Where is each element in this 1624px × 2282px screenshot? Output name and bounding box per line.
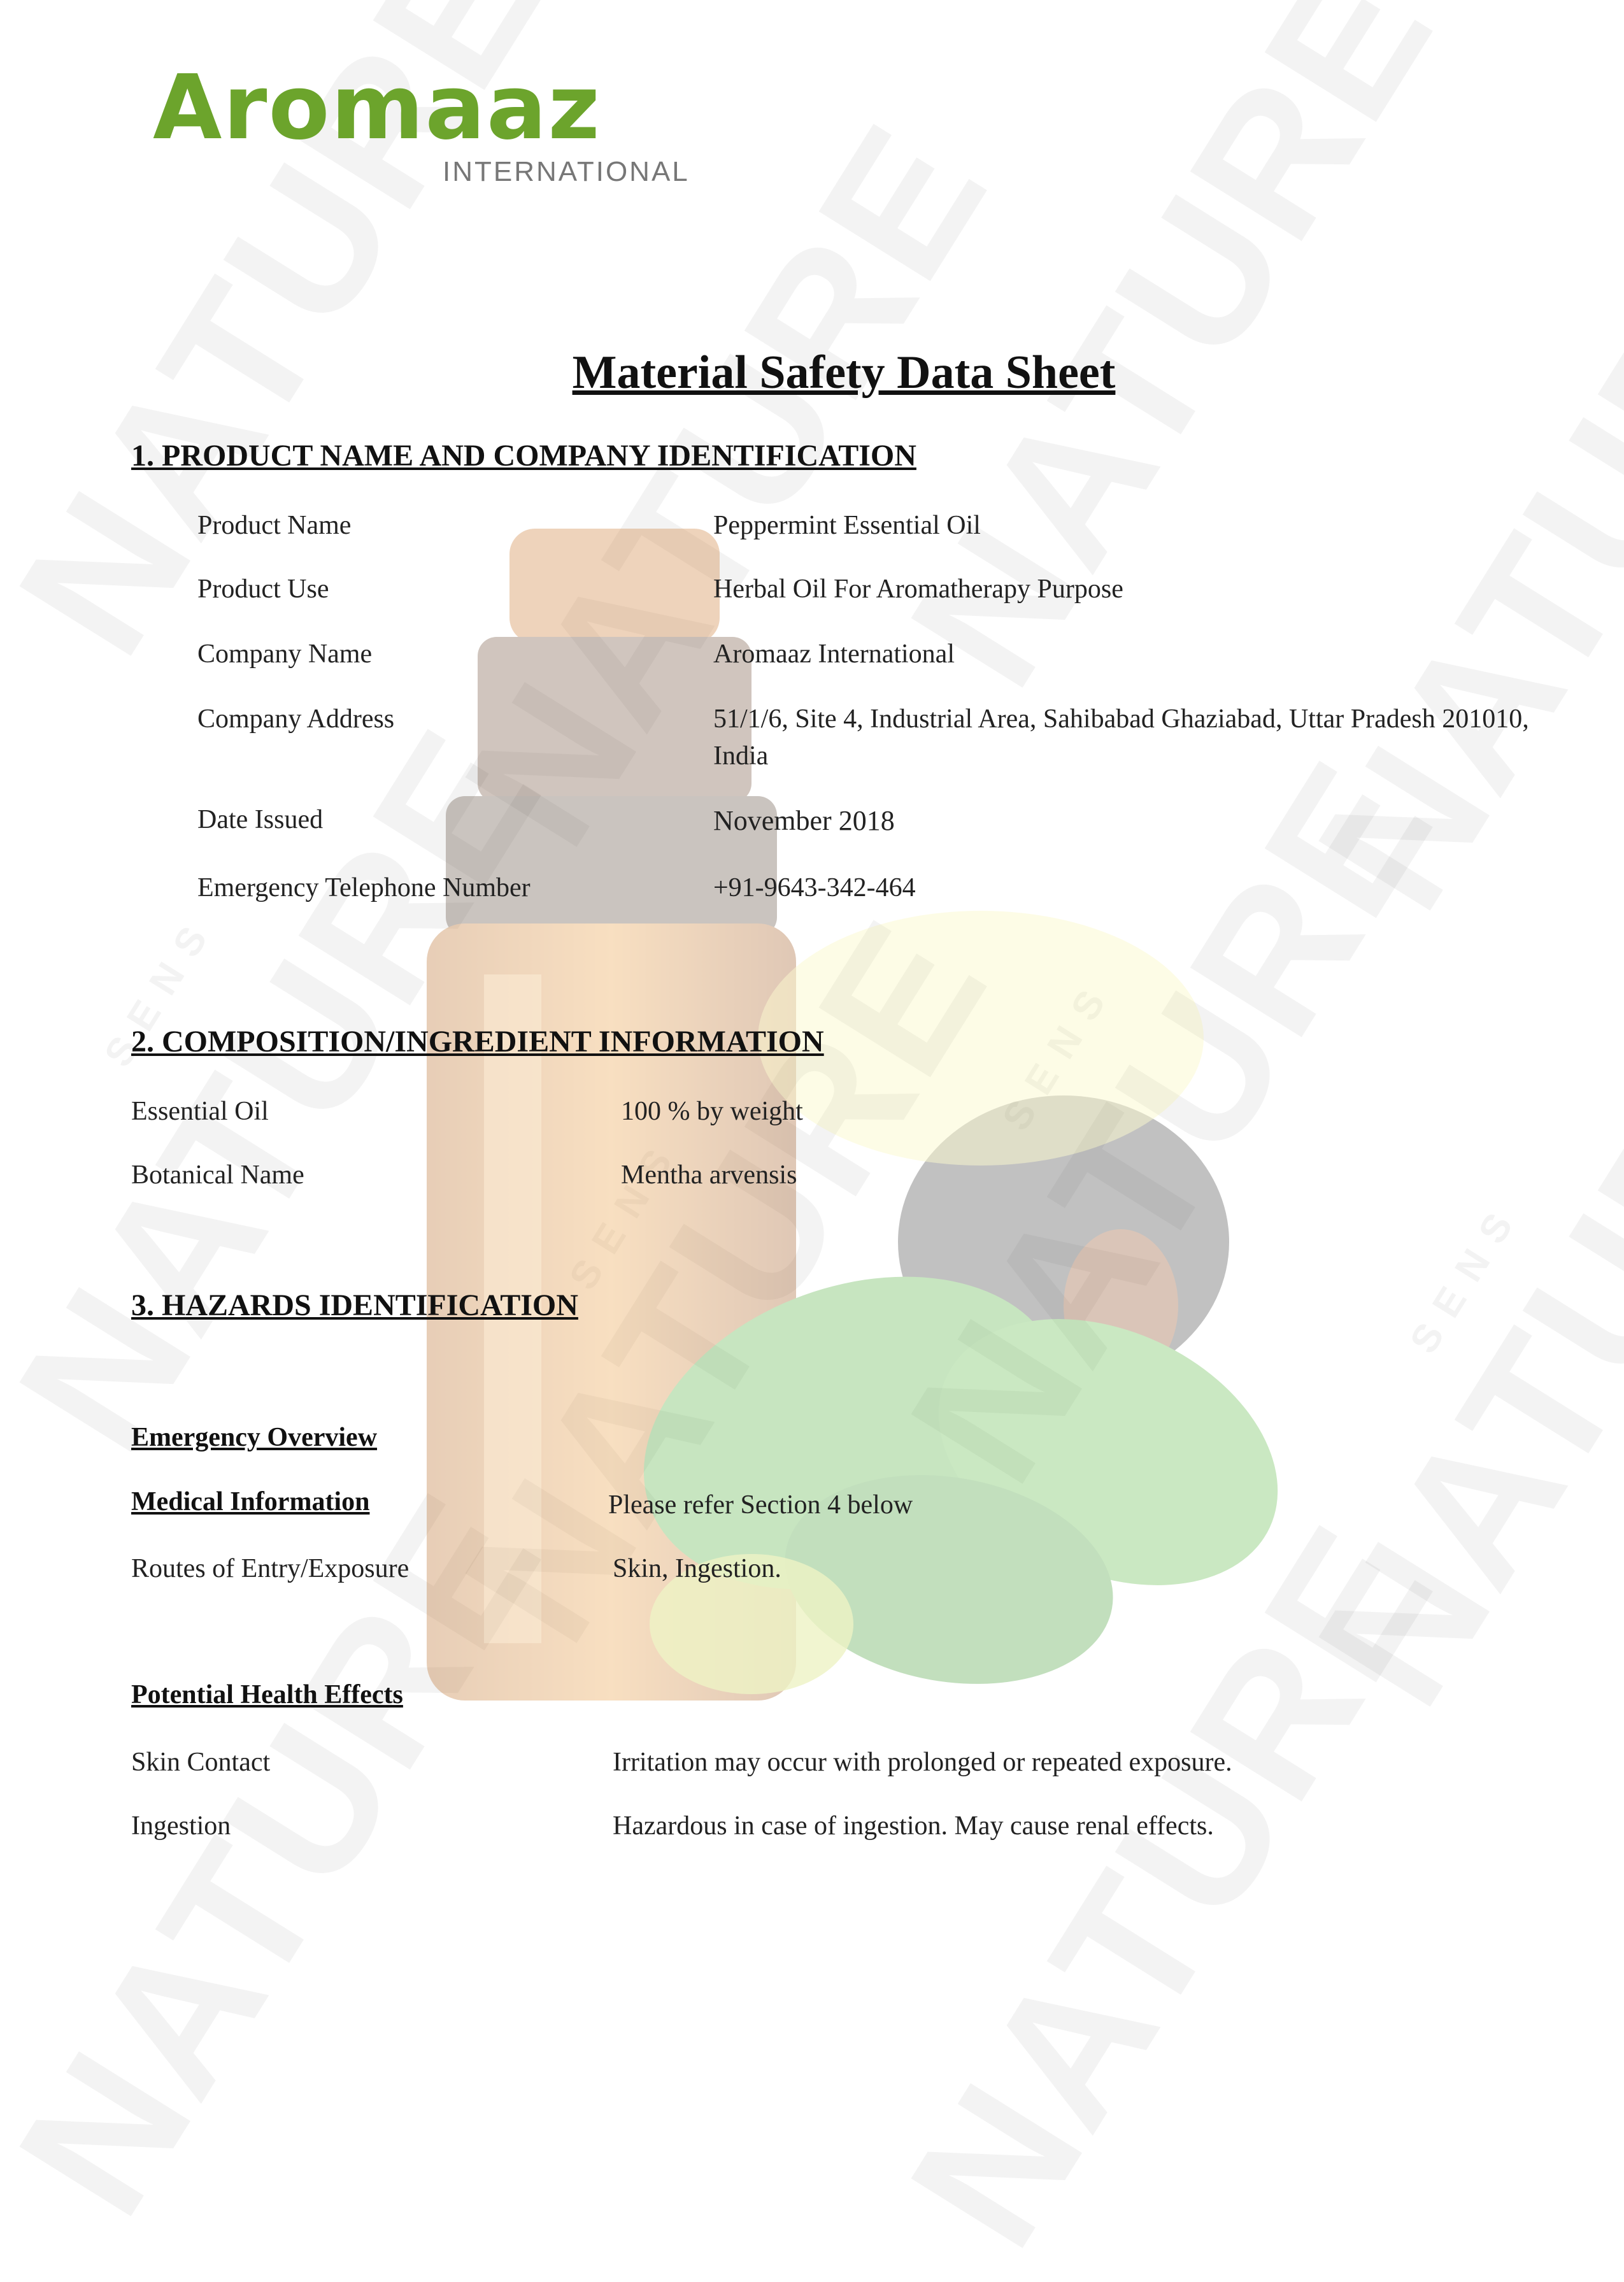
product-use-value: Herbal Oil For Aromatherapy Purpose xyxy=(713,574,1123,604)
watermark-sub xyxy=(1401,1203,1523,1361)
product-use-label: Product Use xyxy=(197,574,329,604)
routes-of-entry-value: Skin, Ingestion. xyxy=(613,1554,781,1583)
watermark-word xyxy=(1274,152,1624,945)
aromaaz-logo xyxy=(153,45,713,197)
emergency-phone-label: Emergency Telephone Number xyxy=(197,873,531,902)
watermark-word xyxy=(1274,948,1624,1741)
essential-oil-label: Essential Oil xyxy=(131,1097,269,1126)
section-3-heading: 3. HAZARDS IDENTIFICATION xyxy=(131,1288,578,1322)
watermark-word xyxy=(866,725,1476,1518)
skin-contact-label: Skin Contact xyxy=(131,1748,271,1777)
medical-information-value: Please refer Section 4 below xyxy=(608,1490,913,1520)
routes-of-entry-label: Routes of Entry/Exposure xyxy=(131,1554,410,1583)
date-issued-value: November 2018 xyxy=(713,805,895,836)
date-issued-label: Date Issued xyxy=(197,805,324,834)
watermark-word xyxy=(866,1490,1476,2282)
emergency-overview-heading: Emergency Overview xyxy=(131,1423,378,1452)
botanical-name-value: Mentha arvensis xyxy=(621,1160,797,1190)
company-name-value: Aromaaz International xyxy=(713,639,955,669)
medical-information-label: Medical Information xyxy=(131,1487,370,1516)
ingestion-value: Hazardous in case of ingestion. May cause renal effects. xyxy=(613,1811,1214,1841)
skin-contact-value: Irritation may occur with prolonged or repeated exposure. xyxy=(613,1748,1232,1777)
section-2-heading: 2. COMPOSITION/INGREDIENT INFORMATION xyxy=(131,1025,824,1059)
ingestion-label: Ingestion xyxy=(131,1811,231,1841)
watermark-sub xyxy=(994,980,1116,1138)
logo-name: Aromaaz xyxy=(153,56,601,160)
essential-oil-value: 100 % by weight xyxy=(621,1097,803,1126)
company-address-value: 51/1/6, Site 4, Industrial Area, Sahibabad Ghaziabad, Uttar Pradesh 201010, India xyxy=(713,704,1529,771)
product-name-label: Product Name xyxy=(197,511,352,540)
logo-subtitle: INTERNATIONAL xyxy=(443,156,690,187)
potential-health-effects-heading: Potential Health Effects xyxy=(131,1680,403,1709)
company-address-label: Company Address xyxy=(197,704,395,734)
company-name-label: Company Name xyxy=(197,639,373,669)
document-title: Material Safety Data Sheet xyxy=(572,346,1116,399)
botanical-name-label: Botanical Name xyxy=(131,1160,304,1190)
product-name-value: Peppermint Essential Oil xyxy=(713,511,981,540)
emergency-phone-value: +91-9643-342-464 xyxy=(713,873,916,902)
section-1-heading: 1. PRODUCT NAME AND COMPANY IDENTIFICATION xyxy=(131,439,916,473)
